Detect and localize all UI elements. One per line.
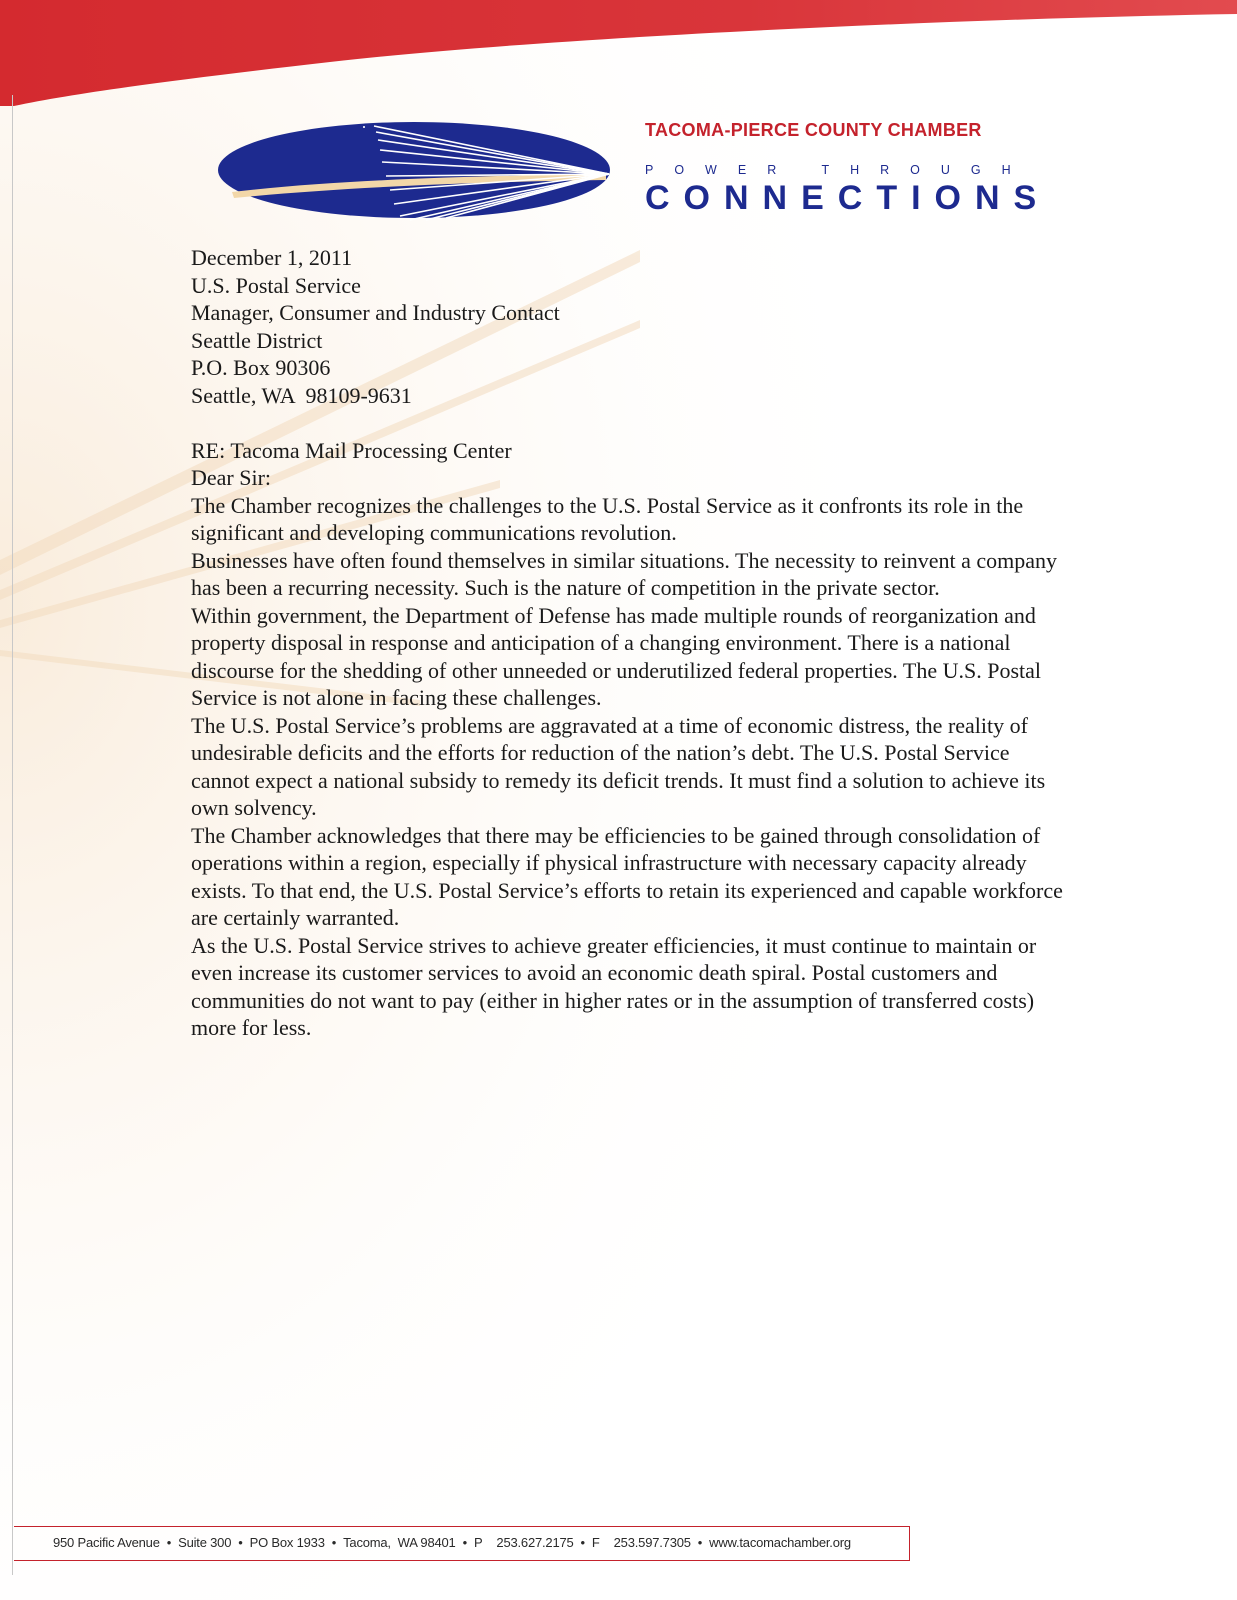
brand-tagline: POWER THROUGH (645, 163, 1032, 177)
salutation: Dear Sir: (191, 465, 272, 490)
address-line: Manager, Consumer and Industry Contact (191, 300, 560, 325)
address-line: P.O. Box 90306 (191, 355, 331, 380)
footer-separator: • (462, 1535, 467, 1550)
letterhead-footer (53, 1535, 851, 1550)
recipient-address (191, 272, 1071, 410)
footer-phone-label: P (473, 1535, 483, 1550)
footer-city: Tacoma, WA 98401 (343, 1535, 456, 1550)
body-paragraph: The Chamber acknowledges that there may be efficiencies to be gained through consolidation of operations within a region, especially if physical infrastructure with necessary capacity already exists. To that end, the U.S. Postal Service’s efforts to retain its experienced and capable workforce are certainly warranted. (191, 822, 1063, 930)
footer-separator: • (331, 1535, 337, 1550)
footer-fax: 253.597.7305 (613, 1535, 691, 1550)
footer-separator: • (166, 1535, 172, 1550)
footer-po-box: PO Box 1933 (249, 1535, 325, 1550)
left-margin-rule (12, 95, 13, 1575)
body-paragraph: Businesses have often found themselves in similar situations. The necessity to reinvent a company has been a recurring necessity. Such is the nature of competition in the private sector. (191, 547, 1057, 600)
letter-body (191, 244, 1071, 1042)
footer-phone: 253.627.2175 (496, 1535, 574, 1550)
chamber-logo-ellipse (214, 118, 614, 223)
footer-fax-label: F (591, 1535, 600, 1550)
chamber-name: TACOMA-PIERCE COUNTY CHAMBER (645, 120, 982, 140)
footer-separator: • (580, 1535, 585, 1550)
footer-separator: • (238, 1535, 243, 1550)
brand-wordmark: CONNECTIONS (645, 179, 1051, 217)
address-line: Seattle, WA 98109-9631 (191, 382, 412, 408)
body-paragraph: The U.S. Postal Service’s problems are aggravated at a time of economic distress, the reality of undesirable deficits and the efforts for reduction of the nation’s debt. The U.S. Postal Service cannot expect a national subsidy to remedy its deficit trends. It must find a solution to achieve its own solvency. (191, 712, 1046, 820)
footer-suite: Suite 300 (178, 1535, 232, 1550)
address-line: U.S. Postal Service (191, 272, 361, 298)
body-paragraph: The Chamber recognizes the challenges to the U.S. Postal Service as it confronts its role in the significant and developing communications revolution. (191, 492, 1024, 545)
footer-website: www.tacomachamber.org (709, 1535, 851, 1550)
footer-separator: • (697, 1535, 703, 1550)
footer-street: 950 Pacific Avenue (53, 1535, 160, 1550)
body-paragraph: Within government, the Department of Defense has made multiple rounds of reorganization and property disposal in response and anticipation of a changing environment. There is a national discourse for the shedding of other unneeded or underutilized federal properties. The U.S. Postal Service is not alone in facing these challenges. (191, 602, 1042, 710)
letterhead-brand (645, 120, 1050, 215)
address-line: Seattle District (191, 327, 323, 353)
body-paragraph: As the U.S. Postal Service strives to achieve greater efficiencies, it must continue to maintain or even increase its customer services to avoid an economic death spiral. Postal customers and communities do not want to pay (either in higher rates or in the assumption of transferred costs) more for less. (191, 932, 1037, 1040)
letter-date: December 1, 2011 (191, 245, 353, 270)
subject-line: RE: Tacoma Mail Processing Center (191, 437, 512, 463)
